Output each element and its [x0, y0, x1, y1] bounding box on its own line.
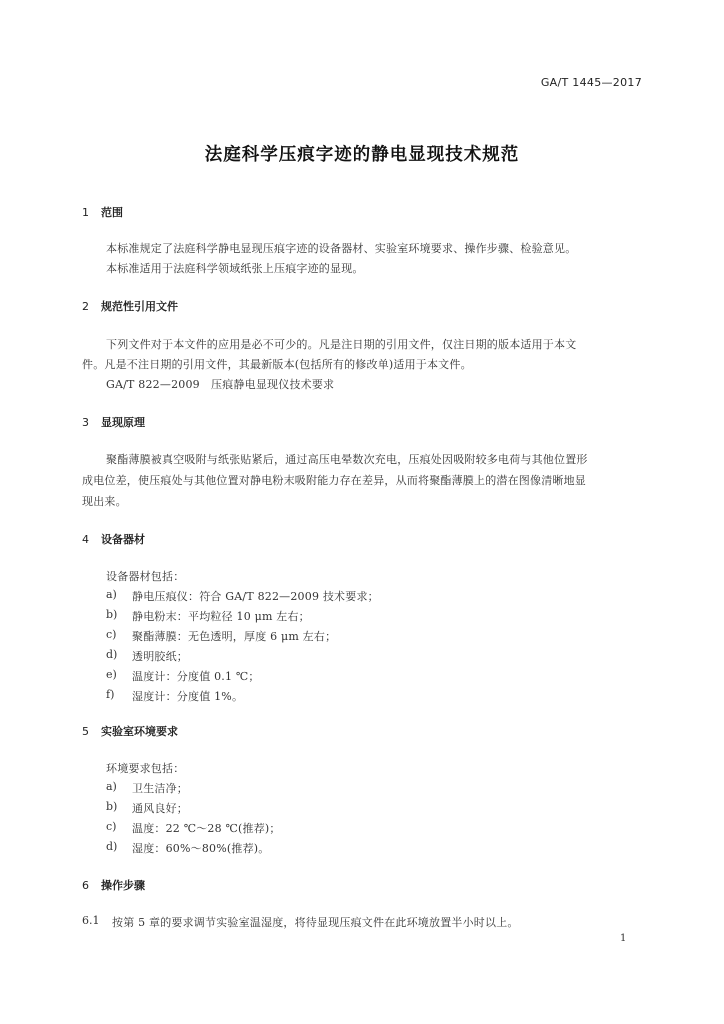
section-title: 实验室环境要求 [101, 725, 178, 738]
list-item-text: 湿度计：分度值 1%。 [132, 690, 244, 703]
section-heading-principle [82, 414, 145, 430]
environment-intro: 环境要求包括： [106, 762, 185, 775]
section-number: 2 [82, 300, 89, 313]
normative-reference-entry: GA/T 822—2009 压痕静电显现仪技术要求 [106, 378, 335, 391]
section-title: 规范性引用文件 [101, 300, 178, 313]
list-item-label: a) [106, 780, 117, 793]
page-number: 1 [620, 933, 627, 944]
list-item-text: 透明胶纸； [132, 650, 188, 663]
list-item-text: 静电粉末：平均粒径 10 μm 左右； [132, 610, 310, 623]
principle-line-3: 现出来。 [82, 495, 127, 508]
list-item-text: 聚酯薄膜：无色透明，厚度 6 μm 左右； [132, 630, 337, 643]
list-item-label: b) [106, 608, 118, 621]
list-item-text: 温度：22 ℃～28 ℃(推荐)； [132, 822, 281, 835]
normative-paragraph-line-2: 件。凡是不注日期的引用文件，其最新版本(包括所有的修改单)适用于本文件。 [82, 358, 472, 371]
scope-paragraph-2: 本标准适用于法庭科学领域纸张上压痕字迹的显现。 [106, 262, 364, 275]
clause-text: 按第 5 章的要求调节实验室温湿度，将待显现压痕文件在此环境放置半小时以上。 [112, 916, 519, 929]
list-item-label: a) [106, 588, 117, 601]
list-item-text: 通风良好； [132, 802, 188, 815]
list-item-label: f) [106, 688, 115, 701]
list-item-label: d) [106, 648, 118, 661]
list-item-text: 静电压痕仪：符合 GA/T 822—2009 技术要求； [132, 590, 379, 603]
principle-line-1: 聚酯薄膜被真空吸附与纸张贴紧后，通过高压电晕数次充电，压痕处因吸附较多电荷与其他位置形 [106, 453, 588, 466]
list-item-text: 温度计：分度值 0.1 ℃； [132, 670, 260, 683]
section-title: 操作步骤 [101, 879, 145, 892]
section-number: 4 [82, 533, 89, 546]
section-title: 范围 [101, 206, 123, 219]
list-item-label: c) [106, 628, 117, 641]
list-item-text: 湿度：60%～80%(推荐)。 [132, 842, 270, 855]
section-heading-procedure [82, 877, 145, 893]
section-title: 显现原理 [101, 416, 145, 429]
clause-number: 6.1 [82, 914, 100, 927]
section-title: 设备器材 [101, 533, 145, 546]
section-number: 5 [82, 725, 89, 738]
principle-line-2: 成电位差，使压痕处与其他位置对静电粉末吸附能力存在差异，从而将聚酯薄膜上的潜在图像清晰地显 [82, 474, 586, 487]
scope-paragraph-1: 本标准规定了法庭科学静电显现压痕字迹的设备器材、实验室环境要求、操作步骤、检验意见。 [106, 242, 577, 255]
list-item-label: b) [106, 800, 118, 813]
section-number: 1 [82, 206, 89, 219]
section-heading-scope [82, 204, 123, 220]
section-heading-equipment [82, 531, 145, 547]
normative-paragraph-line-1: 下列文件对于本文件的应用是必不可少的。凡是注日期的引用文件，仅注日期的版本适用于本文 [106, 338, 577, 351]
section-number: 6 [82, 879, 89, 892]
list-item-text: 卫生洁净； [132, 782, 188, 795]
equipment-intro: 设备器材包括： [106, 570, 185, 583]
standard-number: GA/T 1445—2017 [540, 76, 642, 89]
list-item-label: c) [106, 820, 117, 833]
section-number: 3 [82, 416, 89, 429]
list-item-label: d) [106, 840, 118, 853]
section-heading-normative-references [82, 298, 178, 314]
document-title: 法庭科学压痕字迹的静电显现技术规范 [204, 145, 520, 165]
section-heading-lab-environment [82, 723, 178, 739]
list-item-label: e) [106, 668, 117, 681]
